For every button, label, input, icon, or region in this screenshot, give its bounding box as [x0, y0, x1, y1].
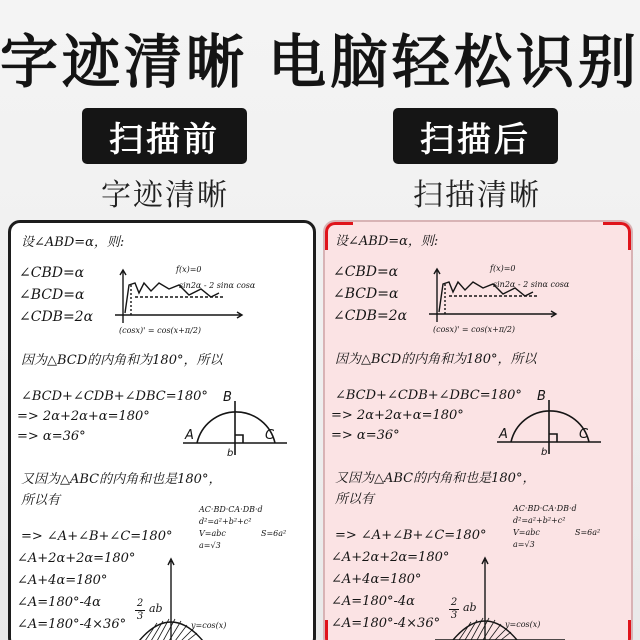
note-line: ∠BCD+∠CDB+∠DBC=180° [335, 388, 522, 403]
cos-identity: (cosx)' = cos(x+π/2) [119, 326, 202, 335]
note-line: 又因为△ABC的内角和也是180°， [335, 471, 536, 486]
scan-corner-marker [323, 620, 353, 640]
headline-right: 电脑轻松识别 [267, 28, 640, 96]
triangle-vertex-label: B [537, 389, 546, 404]
before-subtitle: 字迹清晰 [101, 178, 229, 213]
fraction [135, 599, 145, 622]
note-line: ∠BCD=α [19, 287, 85, 303]
note-line: ∠BCD+∠CDB+∠DBC=180° [21, 389, 208, 404]
note-line: => ∠A+∠B+∠C=180° [335, 528, 487, 543]
fraction-numerator: 2 [136, 598, 144, 609]
identity-label: V=abc [513, 528, 540, 537]
fraction-suffix: ab [149, 602, 163, 615]
headline-left: 字迹清晰 [0, 28, 249, 96]
triangle-vertex-label: B [223, 390, 232, 405]
note-line: 所以有 [335, 492, 375, 507]
triangle-vertex-label: b [541, 447, 548, 458]
note-line: ∠A+4α=180° [17, 573, 108, 588]
triangle-vertex-label: A [185, 428, 194, 443]
note-line: ∠A=180°-4α [331, 594, 415, 609]
note-line: ∠BCD=α [333, 286, 399, 302]
after-subtitle: 扫描清晰 [413, 178, 541, 213]
note-line: ∠CBD=α [333, 264, 399, 280]
note-line: ∠CDB=2α [19, 309, 94, 325]
headline [0, 22, 640, 96]
note-line: ∠CDB=2α [333, 308, 408, 324]
fraction-denominator: 3 [450, 610, 458, 621]
function-label: f(x)=0 [490, 264, 516, 273]
fraction-suffix: ab [463, 601, 477, 614]
cos-identity: (cosx)' = cos(x+π/2) [433, 325, 516, 334]
triangle-vertex-label: C [579, 427, 589, 442]
after-scan-panel [323, 220, 633, 640]
graph-label: y=cos(x) [505, 620, 541, 629]
note-line: 又因为△ABC的内角和也是180°， [21, 472, 222, 487]
scan-corner-marker [323, 220, 353, 250]
identity-label: AC·BD·CA·DB·d [199, 505, 263, 514]
note-line: ∠A=180°-4α [17, 595, 101, 610]
triangle-vertex-label: b [227, 448, 234, 459]
note-line: ∠A=180°-4×36° [331, 616, 441, 631]
identity-label: S=6a² [575, 528, 601, 537]
note-line: => 2α+2α+α=180° [331, 408, 464, 423]
note-line: 设∠ABD=α，则: [335, 234, 439, 249]
note-line: => 2α+2α+α=180° [17, 409, 150, 424]
function-label: f(x)=0 [176, 265, 202, 274]
function-label: sin2α - 2 sinα cosα [179, 281, 256, 290]
note-line: => α=36° [17, 429, 86, 444]
note-line: => α=36° [331, 428, 400, 443]
note-line: ∠A+4α=180° [331, 572, 422, 587]
triangle-vertex-label: C [265, 428, 275, 443]
note-line: ∠A+2α+2α=180° [331, 550, 450, 565]
note-line: => ∠A+∠B+∠C=180° [21, 529, 173, 544]
triangle-vertex-label: A [499, 427, 508, 442]
scan-corner-marker [603, 220, 633, 250]
after-tag [393, 108, 558, 164]
identity-label: AC·BD·CA·DB·d [513, 504, 577, 513]
identity-label: d²=a²+b²+c² [513, 516, 566, 525]
function-label: sin2α - 2 sinα cosα [493, 280, 570, 289]
graph-label: y=cos(x) [191, 621, 227, 630]
fraction-numerator: 2 [450, 597, 458, 608]
handwritten-note [325, 222, 631, 640]
fraction [449, 598, 459, 621]
note-line: 因为△BCD的内角和为180°，所以 [335, 352, 537, 367]
handwritten-note [11, 223, 313, 640]
note-line: ∠A=180°-4×36° [17, 617, 127, 632]
note-line: 所以有 [21, 493, 61, 508]
identity-label: a=√3 [513, 540, 535, 549]
fraction-denominator: 3 [136, 611, 144, 622]
identity-label: d²=a²+b²+c² [199, 517, 252, 526]
before-scan-panel [8, 220, 316, 640]
identity-label: a=√3 [199, 541, 221, 550]
identity-label: S=6a² [261, 529, 287, 538]
identity-label: V=abc [199, 529, 226, 538]
before-tag [82, 108, 247, 164]
note-line: 因为△BCD的内角和为180°，所以 [21, 353, 223, 368]
note-line: ∠CBD=α [19, 265, 85, 281]
note-line: 设∠ABD=α，则: [21, 235, 125, 250]
after-tag-label: 扫描后 [420, 119, 531, 160]
scan-corner-marker [603, 620, 633, 640]
before-tag-label: 扫描前 [109, 119, 220, 160]
note-line: ∠A+2α+2α=180° [17, 551, 136, 566]
